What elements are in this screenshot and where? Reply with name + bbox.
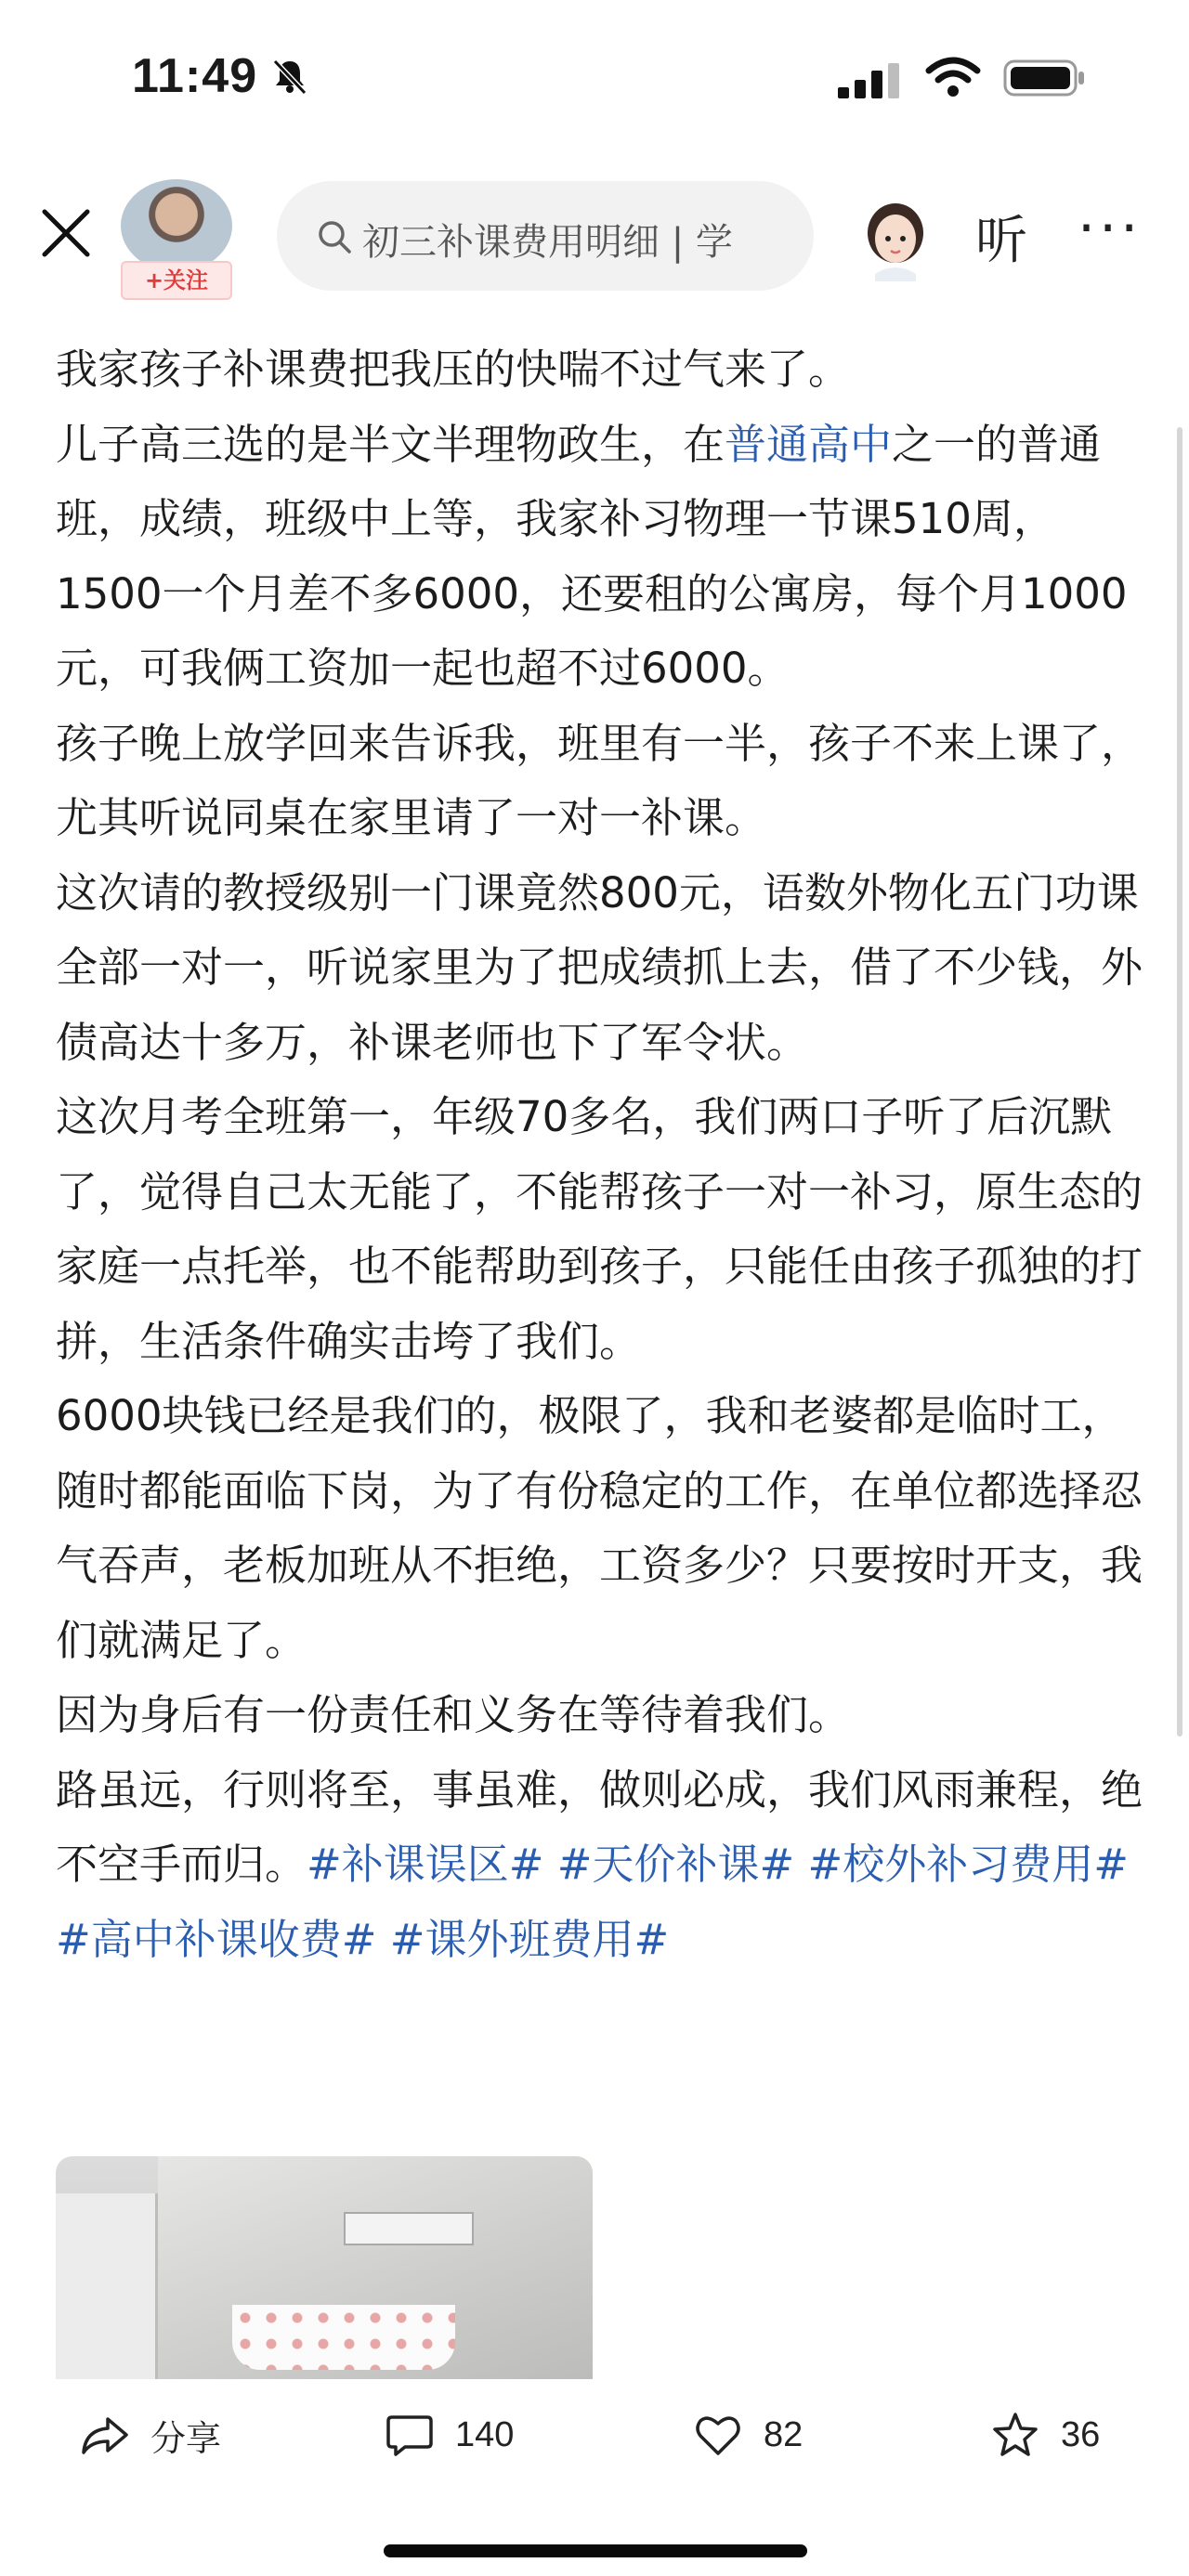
paragraph: 这次月考全班第一，年级70多名，我们两口子听了后沉默了，觉得自己太无能了，不能帮孩子一对一补习，原生态的家庭一点托举，也不能帮助到孩子，只能任由孩子孤独的打拼，生活条件确实击垮了我们。 <box>56 1092 1143 1366</box>
cellular-signal-icon <box>836 61 901 100</box>
paragraph <box>56 408 1143 707</box>
battery-icon <box>1003 59 1087 98</box>
school-link[interactable]: 普通高中 <box>725 419 893 469</box>
heart-icon <box>693 2410 743 2460</box>
paragraph-text: 路虽远，行则将至，事虽难，做则必成，我们风雨兼程，绝不空手而归。 <box>56 1764 1143 1889</box>
paragraph: 孩子晚上放学回来告诉我，班里有一半，孩子不来上课了，尤其听说同桌在家里请了一对一补课。 <box>56 718 1143 842</box>
search-query-text: 初三补课费用明细 | 学 <box>362 221 733 264</box>
paragraph: 因为身后有一份责任和义务在等待着我们。 <box>56 1690 851 1739</box>
assistant-avatar-icon[interactable] <box>858 200 933 281</box>
comment-icon <box>385 2410 435 2460</box>
photo-curtain <box>232 2305 455 2370</box>
wifi-icon <box>925 56 981 98</box>
search-bar[interactable] <box>277 181 814 291</box>
close-icon[interactable] <box>37 204 95 262</box>
hashtag-link[interactable]: #补课误区# <box>307 1840 544 1889</box>
paragraph: 我家孩子补课费把我压的快喘不过气来了。 <box>56 345 851 394</box>
like-button[interactable] <box>693 2407 803 2463</box>
paragraph-text: 之一的普通班，成绩，班级中上等，我家补习物理一节课510周，1500一个月差不多6000，还要租的公寓房，每个月1000元，可我俩工资加一起也超不过6000。 <box>56 419 1128 693</box>
share-icon <box>80 2410 130 2460</box>
photo-lamp <box>344 2212 474 2245</box>
avatar[interactable] <box>121 179 232 272</box>
hashtag-link[interactable]: #校外补习费用# <box>807 1840 1129 1889</box>
hashtag-link[interactable]: #课外班费用# <box>389 1914 670 1964</box>
status-time: 11:49 <box>132 49 258 103</box>
bell-muted-icon <box>269 56 310 97</box>
post-image[interactable] <box>56 2156 593 2379</box>
status-bar <box>0 0 1189 158</box>
follow-button[interactable]: +关注 <box>121 261 232 300</box>
paragraph-text: 儿子高三选的是半文半理物政生，在 <box>56 419 725 469</box>
more-options-button[interactable]: ··· <box>1078 196 1143 261</box>
comment-count: 140 <box>455 2414 515 2454</box>
favorite-count: 36 <box>1061 2414 1101 2454</box>
photo-air-conditioner <box>56 2193 158 2379</box>
paragraph-with-tags <box>56 1753 1143 1978</box>
search-icon <box>316 218 353 255</box>
favorite-button[interactable] <box>990 2407 1100 2463</box>
top-nav <box>0 163 1189 320</box>
paragraph: 6000块钱已经是我们的，极限了，我和老婆都是临时工，随时都能面临下岗，为了有份稳定的工作，在单位都选择忍气吞声，老板加班从不拒绝，工资多少？只要按时开支，我们就满足了。 <box>56 1391 1143 1665</box>
hashtag-link[interactable]: #高中补课收费# <box>56 1914 377 1964</box>
author-avatar-group[interactable] <box>121 179 232 291</box>
article-body <box>56 332 1143 1977</box>
home-indicator[interactable] <box>384 2544 807 2557</box>
paragraph: 这次请的教授级别一门课竟然800元，语数外物化五门功课全部一对一，听说家里为了把成绩抓上去，借了不少钱，外债高达十多万，补课老师也下了军令状。 <box>56 867 1143 1067</box>
listen-button[interactable]: 听 <box>975 211 1027 271</box>
hashtag-link[interactable]: #天价补课# <box>556 1840 795 1889</box>
bottom-action-bar <box>0 2381 1189 2483</box>
star-icon <box>990 2410 1040 2460</box>
like-count: 82 <box>764 2414 804 2454</box>
share-label: 分享 <box>150 2419 222 2459</box>
share-button[interactable] <box>80 2407 221 2463</box>
scrollbar[interactable] <box>1177 427 1182 1737</box>
comment-button[interactable] <box>385 2407 514 2463</box>
